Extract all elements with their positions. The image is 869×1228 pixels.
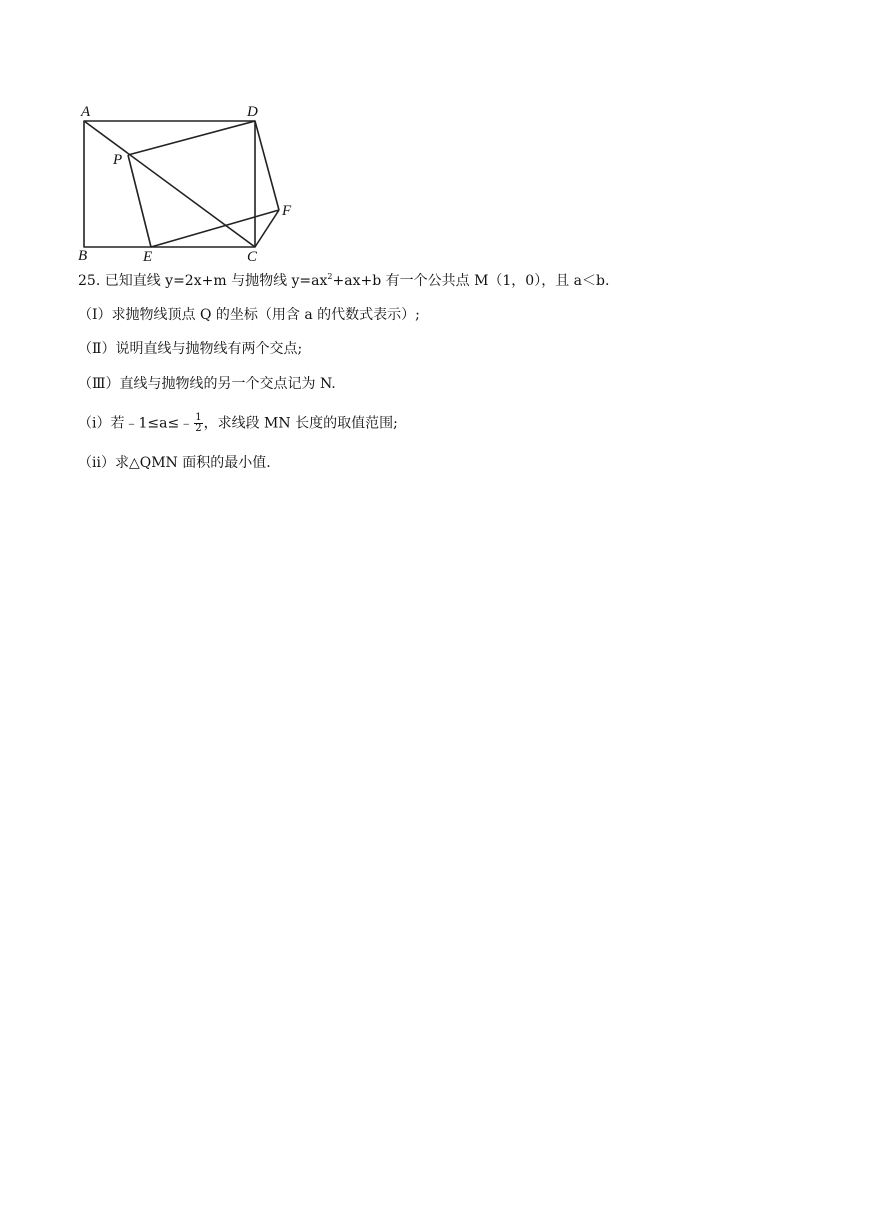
sub-part-1 (78, 413, 398, 434)
problem-stem (78, 271, 609, 291)
fraction-denominator: 2 (195, 423, 202, 434)
part-3: （Ⅲ）直线与抛物线的另一个交点记为 N. (78, 376, 336, 392)
fraction-one-half (194, 413, 202, 434)
sub1-text-b: ，求线段 MN 长度的取值范围; (203, 415, 398, 432)
label-a: A (81, 104, 91, 120)
sub-part-2: （ⅱ）求△QMN 面积的最小值. (78, 455, 271, 471)
sub1-text-a: （ⅰ）若﹣1≤a≤﹣ (78, 415, 194, 432)
segment-fe (151, 210, 279, 247)
segment-pd (128, 121, 255, 155)
segment-ac (84, 121, 255, 247)
stem-text-a: 已知直线 y=2x+m 与抛物线 y=ax (104, 273, 328, 289)
label-f: F (282, 203, 292, 219)
problem-number: 25. (78, 273, 101, 289)
label-d: D (247, 104, 258, 120)
label-p: P (113, 152, 123, 168)
geometry-figure (70, 100, 310, 265)
stem-exponent: 2 (327, 272, 333, 281)
segment-df (255, 121, 279, 210)
fraction-numerator: 1 (195, 412, 202, 423)
label-e: E (143, 249, 153, 265)
label-b: B (78, 248, 88, 264)
stem-text-b: +ax+b 有一个公共点 M（1，0），且 a＜b. (332, 273, 610, 289)
label-c: C (247, 249, 258, 265)
part-2: （Ⅱ）说明直线与抛物线有两个交点; (78, 341, 303, 357)
part-1: （Ⅰ）求抛物线顶点 Q 的坐标（用含 a 的代数式表示）; (78, 307, 420, 323)
